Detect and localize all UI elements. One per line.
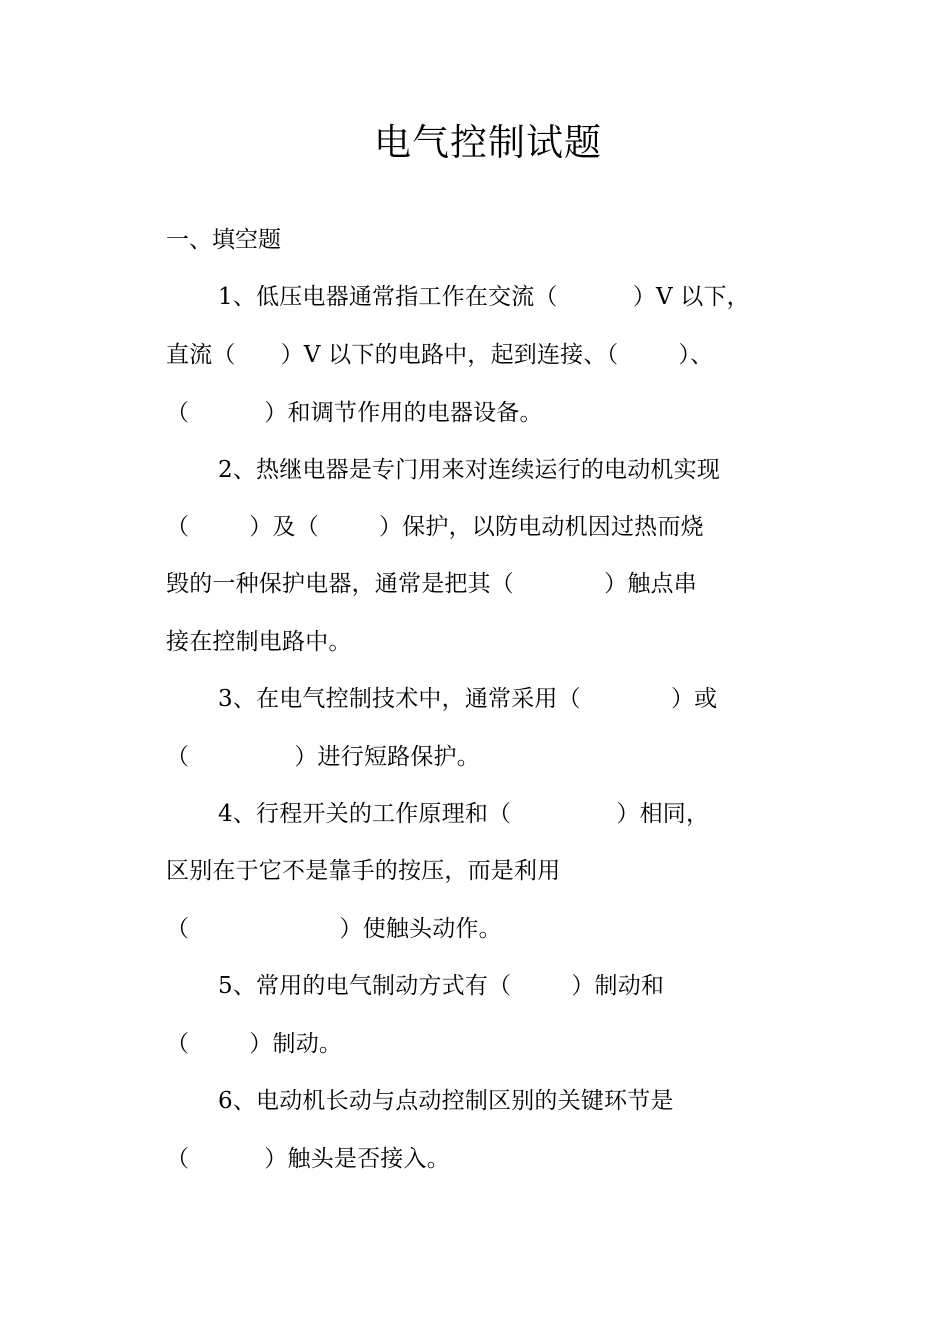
question-4-line-1: 4、行程开关的工作原理和（ ）相同，: [218, 801, 710, 827]
question-2-line-2: （ ）及（ ）保护，以防电动机因过热而烧: [166, 514, 704, 540]
question-1-line-2: 直流（ ）V 以下的电路中，起到连接、（ ）、: [166, 342, 714, 368]
question-4-line-2: 区别在于它不是靠手的按压，而是利用: [166, 858, 561, 884]
question-1-line-3: （ ）和调节作用的电器设备。: [166, 400, 543, 426]
question-4-line-3: （ ）使触头动作。: [166, 916, 502, 942]
question-6-line-1: 6、电动机长动与点动控制区别的关键环节是: [218, 1088, 674, 1114]
question-1-line-1: 1、低压电器通常指工作在交流（ ）V 以下，: [218, 284, 750, 310]
question-6-line-2: （ ）触头是否接入。: [166, 1146, 450, 1172]
question-5-line-2: （ ）制动。: [166, 1031, 343, 1057]
document-title: 电气控制试题: [374, 121, 602, 164]
question-2-line-4: 接在控制电路中。: [166, 629, 352, 655]
question-5-line-1: 5、常用的电气制动方式有（ ）制动和: [218, 973, 665, 999]
question-3-line-1: 3、在电气控制技术中，通常采用（ ）或: [218, 686, 718, 712]
question-3-line-2: （ ）进行短路保护。: [166, 744, 480, 770]
section-heading-fill-in-blank: 一、填空题: [166, 227, 281, 253]
question-2-line-3: 毁的一种保护电器，通常是把其（ ）触点串: [166, 571, 697, 597]
question-2-line-1: 2、热继电器是专门用来对连续运行的电动机实现: [218, 457, 721, 483]
